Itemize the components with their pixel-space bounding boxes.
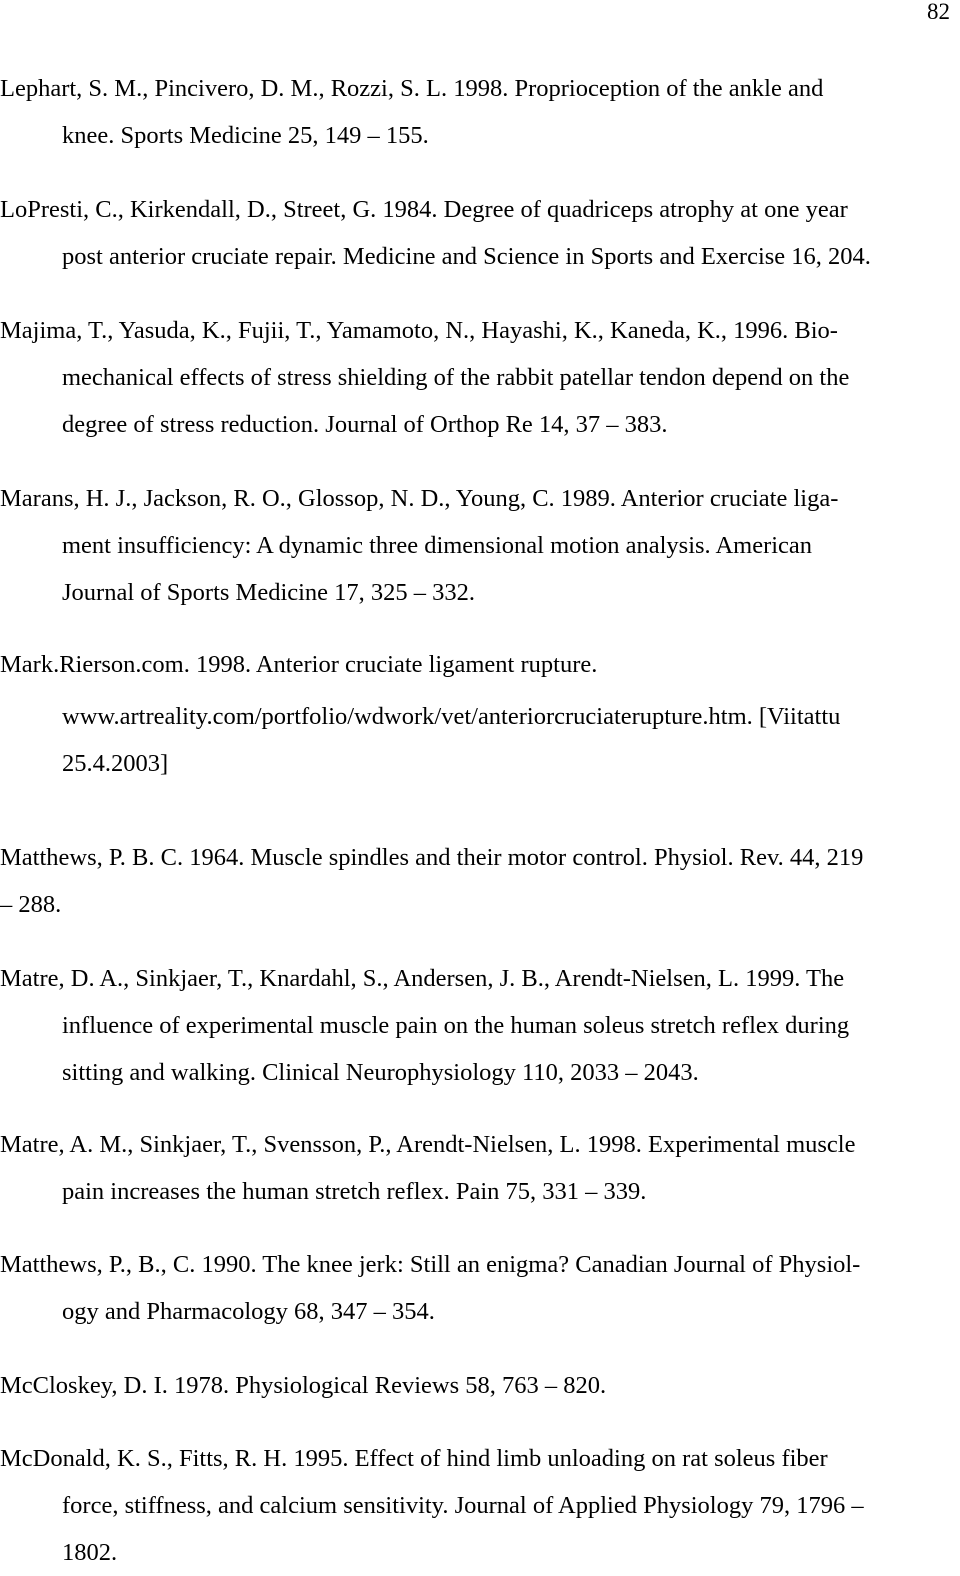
reference-line: force, stiffness, and calcium sensitivity. Journal of Applied Physiology 79, 1796 – <box>62 1492 864 1519</box>
reference-entry-mark-rierson <box>0 641 840 787</box>
reference-entry-marans <box>0 475 838 616</box>
reference-line: ment insufficiency: A dynamic three dimensional motion analysis. American <box>62 532 813 559</box>
reference-entry-mcdonald <box>0 1435 864 1576</box>
reference-line: mechanical effects of stress shielding of the rabbit patellar tendon depend on the <box>62 364 850 391</box>
reference-line: 1802. <box>62 1539 118 1566</box>
reference-line: sitting and walking. Clinical Neurophysiology 110, 2033 – 2043. <box>62 1059 699 1086</box>
reference-line: influence of experimental muscle pain on the human soleus stretch reflex during <box>62 1012 850 1039</box>
reference-line: – 288. <box>0 891 62 918</box>
reference-entry-mccloskey <box>0 1362 606 1409</box>
reference-line: McDonald, K. S., Fitts, R. H. 1995. Effect of hind limb unloading on rat soleus fiber <box>0 1445 828 1472</box>
reference-line: 25.4.2003] <box>62 750 169 777</box>
reference-line: post anterior cruciate repair. Medicine and Science in Sports and Exercise 16, 204. <box>62 243 871 270</box>
reference-line: Matthews, P., B., C. 1990. The knee jerk: Still an enigma? Canadian Journal of Physiol- <box>0 1251 861 1278</box>
reference-line: LoPresti, C., Kirkendall, D., Street, G. 1984. Degree of quadriceps atrophy at one year <box>0 196 848 223</box>
reference-entry-matthews-1990 <box>0 1241 860 1335</box>
reference-entry-lopresti <box>0 186 871 280</box>
reference-line: McCloskey, D. I. 1978. Physiological Reviews 58, 763 – 820. <box>0 1372 607 1399</box>
reference-line: ogy and Pharmacology 68, 347 – 354. <box>62 1298 435 1325</box>
reference-line: www.artreality.com/portfolio/wdwork/vet/anteriorcruciaterupture.htm. [Viitattu <box>62 703 841 730</box>
reference-line: Matthews, P. B. C. 1964. Muscle spindles and their motor control. Physiol. Rev. 44, 219 <box>0 844 864 871</box>
reference-line: Marans, H. J., Jackson, R. O., Glossop, N. D., Young, C. 1989. Anterior cruciate liga- <box>0 485 839 512</box>
reference-line: degree of stress reduction. Journal of Orthop Re 14, 37 – 383. <box>62 411 668 438</box>
reference-line: Lephart, S. M., Pincivero, D. M., Rozzi, S. L. 1998. Proprioception of the ankle and <box>0 75 824 102</box>
reference-line: Mark.Rierson.com. 1998. Anterior cruciate ligament rupture. <box>0 651 598 678</box>
page-number: 82 <box>927 0 950 24</box>
reference-line: Matre, A. M., Sinkjaer, T., Svensson, P., Arendt-Nielsen, L. 1998. Experimental muscle <box>0 1131 856 1158</box>
reference-line: Journal of Sports Medicine 17, 325 – 332. <box>62 579 476 606</box>
reference-entry-majima <box>0 307 849 448</box>
reference-entry-matre-1998 <box>0 1121 856 1215</box>
reference-entry-lephart <box>0 65 823 159</box>
reference-entry-matre-1999 <box>0 955 849 1096</box>
reference-entry-matthews-1964 <box>0 834 863 928</box>
reference-line: Matre, D. A., Sinkjaer, T., Knardahl, S., Andersen, J. B., Arendt-Nielsen, L. 1999. The <box>0 965 845 992</box>
reference-line: pain increases the human stretch reflex. Pain 75, 331 – 339. <box>62 1178 647 1205</box>
reference-line: Majima, T., Yasuda, K., Fujii, T., Yamamoto, N., Hayashi, K., Kaneda, K., 1996. Bio- <box>0 317 838 344</box>
reference-line: knee. Sports Medicine 25, 149 – 155. <box>62 122 429 149</box>
